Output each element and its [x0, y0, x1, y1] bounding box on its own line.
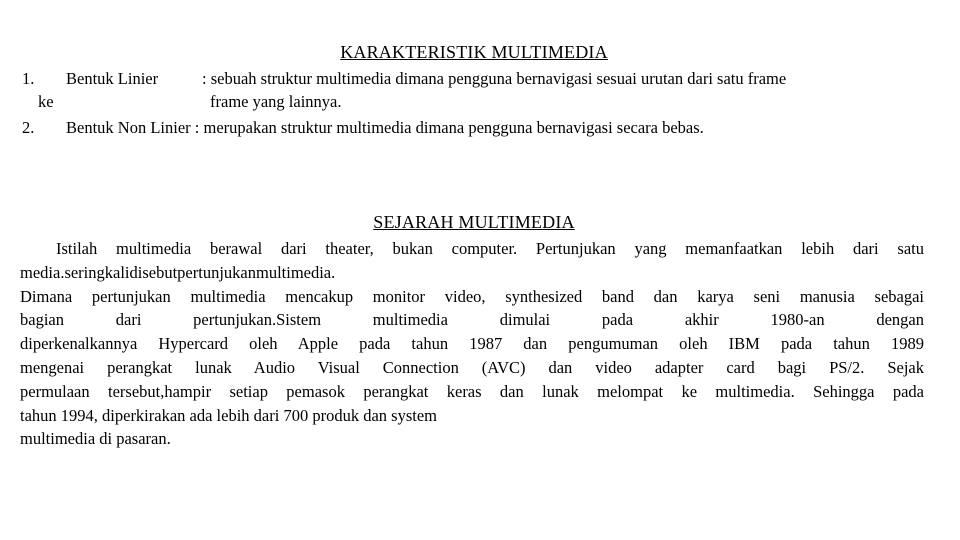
paragraph-line: permulaan tersebut,hampir setiap pemasok perangkat keras dan lunak melompat ke multimedia. Sehingga pada: [20, 381, 924, 401]
paragraph-line: Istilah multimedia berawal dari theater, bukan computer. Pertunjukan yang memanfaatkan lebih dari satu: [56, 239, 924, 258]
list-item-2-number: 2.: [22, 118, 35, 137]
paragraph-line: Dimana pertunjukan multimedia mencakup monitor video, synthesized band dan karya seni manusia sebagai: [20, 286, 924, 306]
list-item-1-continuation-right: frame yang lainnya.: [210, 92, 342, 111]
list-item-1-number: 1.: [22, 69, 35, 88]
list-item-1-description: : sebuah struktur multimedia dimana pengguna bernavigasi sesuai urutan dari satu frame: [202, 69, 787, 88]
paragraph-line: multimedia di pasaran.: [20, 429, 171, 449]
paragraph-line: mengenai perangkat lunak Audio Visual Connection (AVC) dan video adapter card bagi PS/2. Sejak: [20, 357, 924, 377]
list-item-1-continuation-left: ke: [38, 92, 54, 111]
paragraph-line: bagian dari pertunjukan.Sistem multimedia dimulai pada akhir 1980-an dengan: [20, 310, 924, 330]
paragraph-line: tahun 1994, diperkirakan ada lebih dari 700 produk dan system: [20, 405, 437, 425]
history-paragraph: [20, 237, 924, 451]
heading-sejarah-multimedia: SEJARAH MULTIMEDIA: [373, 212, 575, 232]
paragraph-line: media.seringkalidisebutpertunjukanmultimedia.: [20, 262, 336, 282]
list-item-1-term: Bentuk Linier: [66, 69, 159, 88]
paragraph-line: diperkenalkannya Hypercard oleh Apple pada tahun 1987 dan pengumuman oleh IBM pada tahun 1989: [20, 334, 924, 354]
list-item-2-text: Bentuk Non Linier : merupakan struktur multimedia dimana pengguna bernavigasi secara bebas.: [66, 118, 704, 137]
heading-karakteristik-multimedia: KARAKTERISTIK MULTIMEDIA: [340, 42, 608, 62]
